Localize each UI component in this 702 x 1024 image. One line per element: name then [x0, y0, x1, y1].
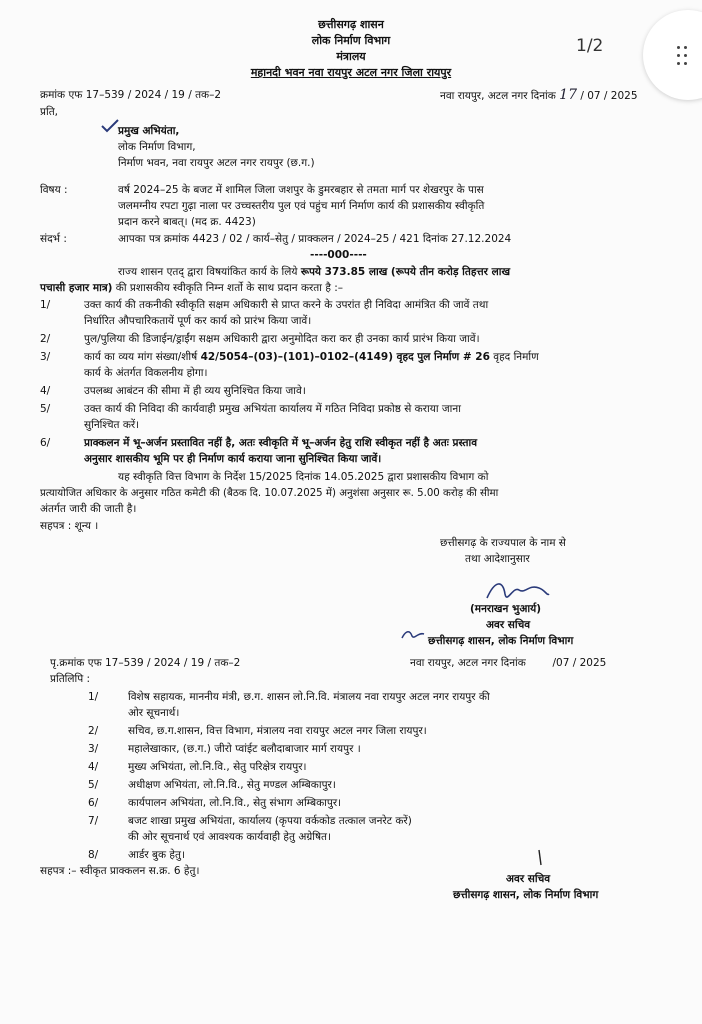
closing-line-3: अंतर्गत जारी की जाती है।	[40, 503, 137, 515]
condition-1-line-1: उक्त कार्य की तकनीकी स्वीकृति सक्षम अधिकारी से प्राप्त करने के उपरांत ही निविदा आमंत्रित की जावें तथा	[84, 299, 489, 311]
copy-item-number: 7/	[88, 815, 99, 827]
copy-enclosure: सहपत्र :– स्वीकृत प्राक्कलन स.क्र. 6 हेतु।	[40, 865, 200, 877]
handwritten-day: 17	[559, 87, 577, 103]
governor-line-1: छत्तीसगढ़ के राज्यपाल के नाम से	[440, 537, 566, 549]
condition-4-line-1: उपलब्ध आबंटन की सीमा में ही व्यय सुनिश्चित किया जावे।	[84, 385, 306, 397]
prati-label: प्रति,	[40, 106, 59, 118]
copy-item-7-line-2: की ओर सूचनार्थ एवं आवश्यक कार्यवाही हेतु अग्रेषित।	[128, 831, 332, 843]
header-secretariat: मंत्रालय	[336, 50, 366, 63]
condition-3-line-1: कार्य का व्यय मांग संख्या/शीर्ष 42/5054–(03)–(101)–0102–(4149) वृहद पुल निर्माण # 26 वृहद निर्माण	[84, 351, 539, 363]
copy-label: प्रतिलिपि :	[50, 673, 91, 685]
subject-line-2: जलमग्नीय रपटा गुढ़ा नाला पर उच्चस्तरीय पुल एवं पहुंच मार्ग निर्माण कार्य की प्रशासकीय स्वीकृति	[118, 200, 485, 212]
condition-5-line-1: उक्त कार्य की निविदा की कार्यवाही प्रमुख अभियंता कार्यालय में गठित निविदा प्रकोष्ठ से कराया जाना	[84, 403, 461, 415]
header-address: महानदी भवन नवा रायपुर अटल नगर जिला रायपुर	[250, 66, 452, 79]
subject-line-1: वर्ष 2024–25 के बजट में शामिल जिला जशपुर के डुमरबहार से तमता मार्ग पर शेखरपुर के पास	[118, 184, 484, 196]
copy-item-number: 3/	[88, 743, 99, 755]
closing-line-2: प्रत्यायोजित अधिकार के अनुसार गठित कमेटी की (बैठक दि. 10.07.2025 में) अनुशंसा अनुसार रू. 5.00 करोड़ की सीमा	[40, 488, 499, 499]
copy-item-7-line-1: बजट शाखा प्रमुख अभियंता, कार्यालय (कृपया वर्ककोड तत्काल जनरेट करें)	[128, 815, 412, 827]
intro-line-1: राज्य शासन एतद् द्वारा विषयांकित कार्य के लिये रूपये 373.85 लाख (रूपये तीन करोड़ तिहत्तर लाख	[118, 266, 511, 278]
copy-number: पृ.क्रमांक एफ 17–539 / 2024 / 19 / तक–2	[50, 657, 241, 669]
copy-item-number: 4/	[88, 761, 99, 773]
condition-number: 4/	[40, 385, 51, 397]
addressee-address: निर्माण भवन, नवा रायपुर अटल नगर रायपुर (छ.ग.)	[118, 157, 315, 169]
condition-2-line-1: पुल/पुलिया की डिजाईन/ड्राईंग सक्षम अधिकारी द्वारा अनुमोदित करा कर ही उनका कार्य प्रारंभ किया जावें।	[84, 333, 480, 345]
condition-5-line-2: सुनिश्चित करें।	[84, 419, 140, 431]
copy-item-number: 1/	[88, 691, 99, 703]
condition-1-line-2: निर्धारित औपचारिकतायें पूर्ण कर कार्य को प्रारंभ किया जावें।	[84, 315, 312, 327]
copy-item-3: महालेखाकार, (छ.ग.) जीरो प्वांईट बलौदाबाजार मार्ग रायपुर ।	[128, 743, 361, 755]
condition-6-line-1: प्राक्कलन में भू–अर्जन प्रस्तावित नहीं है, अतः स्वीकृति में भू–अर्जन हेतु राशि स्वीकृत नहीं है अतः प्रस्ताव	[84, 437, 478, 449]
copy-item-4: मुख्य अभियंता, लो.नि.वि., सेतु परिक्षेत्र रायपुर।	[128, 761, 307, 773]
condition-number: 6/	[40, 437, 51, 449]
copy-item-5: अधीक्षण अभियंता, लो.नि.वि., सेतु मण्डल अम्बिकापुर।	[128, 779, 336, 791]
closing-line-1: यह स्वीकृति वित्त विभाग के निर्देश 15/2025 दिनांक 14.05.2025 द्वारा प्रशासकीय विभाग को	[118, 471, 489, 483]
copy-sign-dept: छत्तीसगढ़ शासन, लोक निर्माण विभाग	[453, 889, 599, 901]
header-department: लोक निर्माण विभाग	[311, 34, 391, 47]
letter-number: क्रमांक एफ 17–539 / 2024 / 19 / तक–2	[40, 89, 222, 101]
copy-sign-designation: अवर सचिव	[506, 873, 551, 885]
condition-number: 2/	[40, 333, 51, 345]
copy-item-number: 8/	[88, 849, 99, 861]
signatory-dept: छत्तीसगढ़ शासन, लोक निर्माण विभाग	[428, 635, 574, 647]
enclosure: सहपत्र : शून्य ।	[40, 520, 99, 532]
addressee-title: प्रमुख अभियंता,	[118, 125, 180, 137]
signatory-designation: अवर सचिव	[486, 619, 531, 631]
addressee-dept: लोक निर्माण विभाग,	[118, 141, 196, 153]
letter-place-date: नवा रायपुर, अटल नगर दिनांक 17 / 07 / 2025	[440, 87, 638, 103]
subject-label: विषय :	[40, 184, 68, 196]
signatory-name: (मनराखन भुआर्य)	[470, 603, 541, 615]
copy-item-number: 6/	[88, 797, 99, 809]
copy-item-2: सचिव, छ.ग.शासन, वित्त विभाग, मंत्रालय नवा रायपुर अटल नगर जिला रायपुर।	[128, 725, 427, 737]
tick-mark-icon	[100, 118, 120, 134]
copy-item-1-line-1: विशेष सहायक, माननीय मंत्री, छ.ग. शासन लो.नि.वि. मंत्रालय नवा रायपुर अटल नगर रायपुर की	[128, 691, 490, 703]
copy-item-6: कार्यपालन अभियंता, लो.नि.वि., सेतु संभाग अम्बिकापुर।	[128, 797, 342, 809]
subject-line-3: प्रदान करने बाबत्। (मद क्र. 4423)	[118, 216, 256, 228]
copy-item-8: आर्डर बुक हेतु।	[128, 849, 185, 861]
copy-item-1-line-2: ओर सूचनार्थ।	[128, 707, 180, 719]
reference-text: आपका पत्र क्रमांक 4423 / 02 / कार्य–सेतु / प्राक्कलन / 2024–25 / 421 दिनांक 27.12.2024	[118, 233, 512, 245]
condition-6-line-2: अनुसार शासकीय भूमि पर ही निर्माण कार्य कराया जाना सुनिश्चित किया जावें।	[84, 453, 382, 465]
condition-number: 5/	[40, 403, 51, 415]
copy-item-number: 2/	[88, 725, 99, 737]
reference-label: संदर्भ :	[40, 233, 67, 245]
condition-number: 1/	[40, 299, 51, 311]
header-state: छत्तीसगढ़ शासन	[318, 18, 384, 31]
condition-number: 3/	[40, 351, 51, 363]
copy-place-date: नवा रायपुर, अटल नगर दिनांक /07 / 2025	[410, 657, 607, 669]
divider: ----000----	[310, 249, 367, 261]
initial-mark	[400, 628, 426, 642]
condition-3-line-2: कार्य के अंतर्गत विकलनीय होगा।	[84, 367, 208, 379]
copy-item-number: 5/	[88, 779, 99, 791]
intro-line-2: पचासी हजार मात्र) की प्रशासकीय स्वीकृति निम्न शर्तो के साथ प्रदान करता है :–	[40, 282, 344, 294]
signature-tick	[536, 848, 544, 868]
page-indicator: 1/2	[576, 36, 604, 56]
governor-line-2: तथा आदेशानुसार	[465, 553, 530, 565]
